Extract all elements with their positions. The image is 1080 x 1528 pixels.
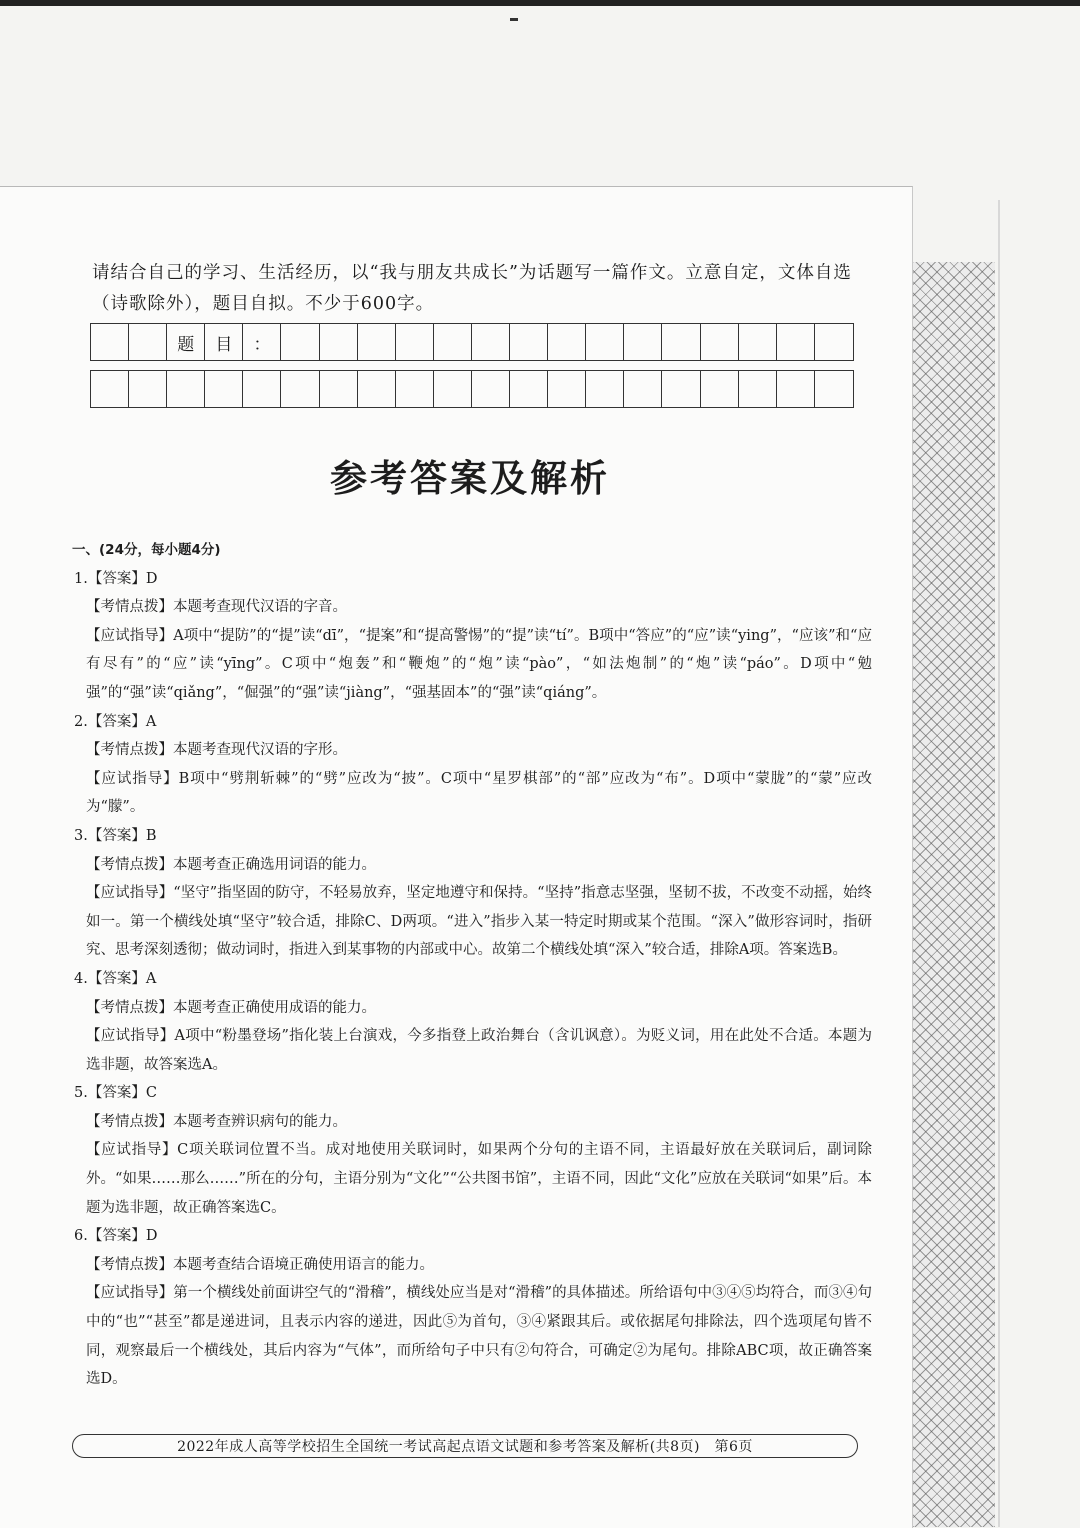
essay-prompt-line-1: 请结合自己的学习、生活经历，以“我与朋友共成长”为话题写一篇作文。立意自定，文体自选 <box>92 263 852 283</box>
title-char: 目 <box>205 324 243 360</box>
analysis-point: 【考情点拨】本题考查正确选用词语的能力。 <box>86 856 376 873</box>
scan-mark <box>510 18 518 21</box>
page-footer: 2022年成人高等学校招生全国统一考试高起点语文试题和参考答案及解析(共8页) 第6页 <box>72 1434 858 1458</box>
section-heading: 一、(24分，每小题4分) <box>72 542 221 558</box>
answer-section <box>72 536 872 1394</box>
page-title: 参考答案及解析 <box>330 456 610 500</box>
title-colon: ： <box>243 324 281 360</box>
title-char: 题 <box>167 324 205 360</box>
writing-grid-row <box>90 370 854 408</box>
essay-prompt <box>92 258 882 320</box>
essay-prompt-line-2: （诗歌除外），题目自拟。不少于600字。 <box>92 294 435 314</box>
answer-line: 1.【答案】D <box>74 570 158 587</box>
analysis-point: 【考情点拨】本题考查现代汉语的字音。 <box>86 599 347 616</box>
analysis-point: 【考情点拨】本题考查辨识病句的能力。 <box>86 1113 347 1130</box>
exam-guide: 【应试指导】C项关联词位置不当。成对地使用关联词时，如果两个分句的主语不同，主语最好放在关联词后，副词除外。“如果……那么……”所在的分句，主语分别为“文化”“公共图书馆”，主语不同，因此“文化”应放在关联词“如果”后。本题为选非题，故正确答案选C。 <box>86 1142 872 1216</box>
analysis-point: 【考情点拨】本题考查现代汉语的字形。 <box>86 742 347 759</box>
exam-guide: 【应试指导】第一个横线处前面讲空气的“滑稽”，横线处应当是对“滑稽”的具体描述。所给语句中③④⑤均符合，而③④句中的“也”“甚至”都是递进词，且表示内容的递进，因此⑤为首句，③④紧跟其后。或依据尾句排除法，四个选项尾句皆不同，观察最后一个横线处，其后内容为“气体”，而所给句子中只有②句符合，可确定②为尾句。排除ABC项，故正确答案选D。 <box>86 1285 872 1388</box>
answer-line: 5.【答案】C <box>74 1085 157 1102</box>
exam-guide: 【应试指导】A项中“提防”的“提”读“dī”，“提案”和“提高警惕”的“提”读“tí”。B项中“答应”的“应”读“ying”，“应该”和“应有尽有”的“应”读“yīng”。C项中“炮轰”和“鞭炮”的“炮”读“pào”，“如法炮制”的“炮”读“páo”。D项中“勉强”的“强”读“qiǎng”，“倔强”的“强”读“jiàng”，“强基固本”的“强”读“qiáng”。 <box>86 627 872 701</box>
page-edge-line <box>998 200 1000 1527</box>
exam-guide: 【应试指导】B项中“劈荆斩棘”的“劈”应改为“披”。C项中“星罗棋部”的“部”应改为“布”。D项中“蒙胧”的“蒙”应改为“朦”。 <box>86 770 872 816</box>
analysis-point: 【考情点拨】本题考查结合语境正确使用语言的能力。 <box>86 1256 434 1273</box>
answer-line: 6.【答案】D <box>74 1228 158 1245</box>
answer-line: 2.【答案】A <box>74 713 157 730</box>
exam-guide: 【应试指导】A项中“粉墨登场”指化装上台演戏，今多指登上政治舞台（含讥讽意）。为贬义词，用在此处不合适。本题为选非题，故答案选A。 <box>86 1028 872 1073</box>
exam-guide: 【应试指导】“坚守”指坚固的防守，不轻易放弃，坚定地遵守和保持。“坚持”指意志坚强，坚韧不拔，不改变不动摇，始终如一。第一个横线处填“坚守”较合适，排除C、D两项。“进入”指步入某一特定时期或某个范围。“深入”做形容词时，指研究、思考深刻透彻；做动词时，指进入到某事物的内部或中心。故第二个横线处填“深入”较合适，排除A项。答案选B。 <box>86 885 872 959</box>
analysis-point: 【考情点拨】本题考查正确使用成语的能力。 <box>86 999 376 1016</box>
answer-line: 3.【答案】B <box>74 827 157 844</box>
scan-top-edge <box>0 0 1080 6</box>
title-grid-row <box>90 323 854 361</box>
answer-line: 4.【答案】A <box>74 970 157 987</box>
